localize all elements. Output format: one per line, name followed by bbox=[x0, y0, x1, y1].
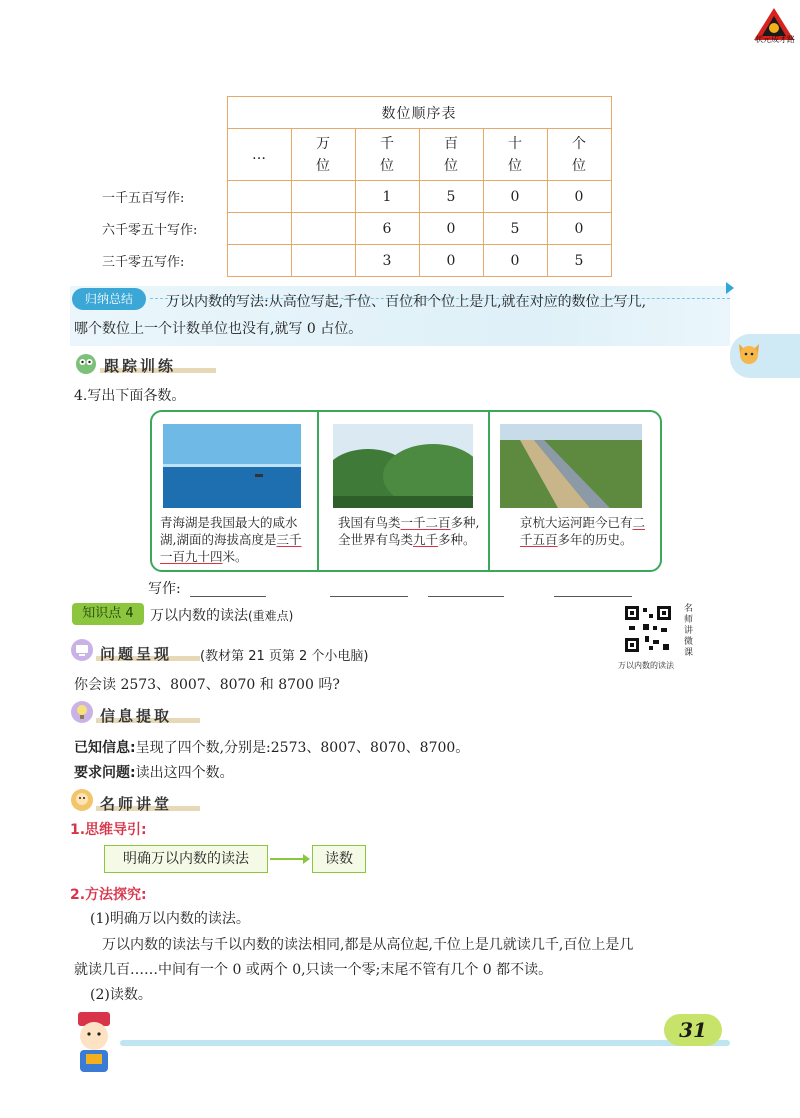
method-para-line1: 万以内数的读法与千以内数的读法相同,都是从高位起,千位上是几就读几千,百位上是几 bbox=[102, 937, 634, 953]
table-cell: 0 bbox=[419, 245, 483, 277]
problem-title: 问题呈现 bbox=[100, 645, 173, 663]
summary-text-line1: 万以内数的写法:从高位写起,千位、百位和个位上是几,就在对应的数位上写几, bbox=[166, 294, 647, 310]
header-wan: 万 位 bbox=[291, 129, 355, 181]
header-ellipsis: … bbox=[227, 129, 291, 181]
table-cell: 5 bbox=[547, 245, 611, 277]
summary-text-line2: 哪个数位上一个计数单位也没有,就写 0 占位。 bbox=[74, 321, 363, 337]
qr-code-icon[interactable] bbox=[623, 604, 673, 654]
qr-side-label: 名师讲微课 bbox=[684, 604, 694, 658]
summary-badge: 归纳总结 bbox=[72, 288, 146, 310]
sub2-text: (2)读数。 bbox=[90, 987, 152, 1003]
info-title: 信息提取 bbox=[100, 707, 173, 725]
arrow-right-icon bbox=[270, 858, 308, 860]
table-title: 数位顺序表 bbox=[227, 97, 611, 129]
underlined-number: 二千五百 bbox=[520, 515, 646, 547]
underlined-number: 九千 bbox=[413, 532, 439, 547]
table-cell: 6 bbox=[355, 213, 419, 245]
answer-line-2[interactable] bbox=[330, 596, 408, 597]
birds-photo bbox=[333, 424, 473, 508]
table-cell: 0 bbox=[483, 181, 547, 213]
teacher-title: 名师讲堂 bbox=[100, 795, 173, 813]
sub1-text: (1)明确万以内数的读法。 bbox=[90, 911, 250, 927]
canal-photo bbox=[500, 424, 642, 508]
table-cell: 1 bbox=[355, 181, 419, 213]
place-value-table bbox=[90, 96, 612, 277]
knowledge-tag: (重难点) bbox=[248, 609, 294, 623]
caption-text: 京杭大运河距今已有 bbox=[520, 515, 633, 530]
arrow-right-icon bbox=[726, 282, 734, 294]
table-row bbox=[90, 245, 611, 277]
ask-question bbox=[74, 762, 234, 782]
table-cell: 0 bbox=[483, 245, 547, 277]
table-cell bbox=[291, 181, 355, 213]
write-label: 写作: bbox=[148, 581, 181, 597]
question-4: 4.写出下面各数。 bbox=[74, 388, 186, 404]
caption-text: 多种,全世界有鸟类 bbox=[338, 515, 480, 547]
table-row bbox=[90, 213, 611, 245]
caption-text: 我国有鸟类 bbox=[338, 515, 401, 530]
table-cell bbox=[291, 245, 355, 277]
logo-text: 状元成才路 bbox=[755, 35, 795, 44]
header-shi: 十 位 bbox=[483, 129, 547, 181]
picture-divider bbox=[317, 412, 319, 570]
knowledge-title-text: 万以内数的读法 bbox=[150, 608, 248, 624]
caption-text: 多年的历史。 bbox=[557, 532, 633, 547]
known-info bbox=[74, 737, 469, 757]
underlined-number: 一千二百 bbox=[400, 515, 451, 530]
mascot-icon bbox=[64, 1010, 124, 1080]
step1-title: 1.思维导引: bbox=[70, 822, 147, 838]
owl-icon bbox=[74, 351, 98, 375]
method-para-line2: 就读几百……中间有一个 0 或两个 0,只读一个零;末尾不管有几个 0 都不读。 bbox=[74, 962, 553, 978]
picture-divider bbox=[488, 412, 490, 570]
caption-text: 多种。 bbox=[438, 532, 476, 547]
header-qian: 千 位 bbox=[355, 129, 419, 181]
birds-caption bbox=[338, 514, 488, 548]
answer-line-1[interactable] bbox=[190, 596, 266, 597]
table-row bbox=[90, 181, 611, 213]
flow-box-from: 明确万以内数的读法 bbox=[104, 845, 268, 873]
canal-caption bbox=[520, 514, 650, 548]
lake-caption bbox=[160, 514, 310, 565]
problem-ref: (教材第 21 页第 2 个小电脑) bbox=[200, 649, 369, 664]
answer-line-4[interactable] bbox=[554, 596, 632, 597]
footer-bar bbox=[120, 1040, 730, 1046]
table-cell: 0 bbox=[547, 213, 611, 245]
row-label: 六千零五十写作: bbox=[102, 223, 198, 238]
knowledge-badge: 知识点 4 bbox=[72, 603, 144, 625]
answer-line-3[interactable] bbox=[428, 596, 504, 597]
table-cell bbox=[227, 181, 291, 213]
tracking-title: 跟踪训练 bbox=[104, 357, 177, 375]
flow-box-to: 读数 bbox=[312, 845, 366, 873]
table-cell: 5 bbox=[419, 181, 483, 213]
lake-photo bbox=[163, 424, 301, 508]
qr-label: 万以内数的读法 bbox=[618, 661, 674, 670]
known-label: 已知信息: bbox=[74, 740, 136, 756]
underlined-number: 三千一百九十四 bbox=[160, 532, 302, 564]
problem-question: 你会读 2573、8007、8070 和 8700 吗? bbox=[74, 677, 340, 693]
page-number: 31 bbox=[664, 1014, 722, 1046]
header-ge: 个 位 bbox=[547, 129, 611, 181]
caption-text: 青海湖是我国最大的咸水湖,湖面的海拔高度是 bbox=[160, 515, 298, 547]
table-cell bbox=[227, 213, 291, 245]
table-cell: 5 bbox=[483, 213, 547, 245]
table-cell: 3 bbox=[355, 245, 419, 277]
fox-icon bbox=[736, 340, 762, 366]
row-label: 一千五百写作: bbox=[102, 191, 185, 206]
lightbulb-icon bbox=[70, 700, 94, 724]
table-cell: 0 bbox=[419, 213, 483, 245]
ask-label: 要求问题: bbox=[74, 765, 136, 781]
caption-text: 米。 bbox=[222, 549, 248, 564]
ask-text: 读出这四个数。 bbox=[135, 765, 234, 781]
knowledge-title bbox=[150, 605, 293, 625]
known-text: 呈现了四个数,分别是:2573、8007、8070、8700。 bbox=[135, 740, 470, 756]
header-bai: 百 位 bbox=[419, 129, 483, 181]
table-cell bbox=[227, 245, 291, 277]
computer-icon bbox=[70, 638, 94, 662]
table-cell bbox=[291, 213, 355, 245]
table-cell: 0 bbox=[547, 181, 611, 213]
row-label: 三千零五写作: bbox=[102, 255, 185, 270]
step2-title: 2.方法探究: bbox=[70, 887, 147, 903]
teacher-icon bbox=[70, 788, 94, 812]
